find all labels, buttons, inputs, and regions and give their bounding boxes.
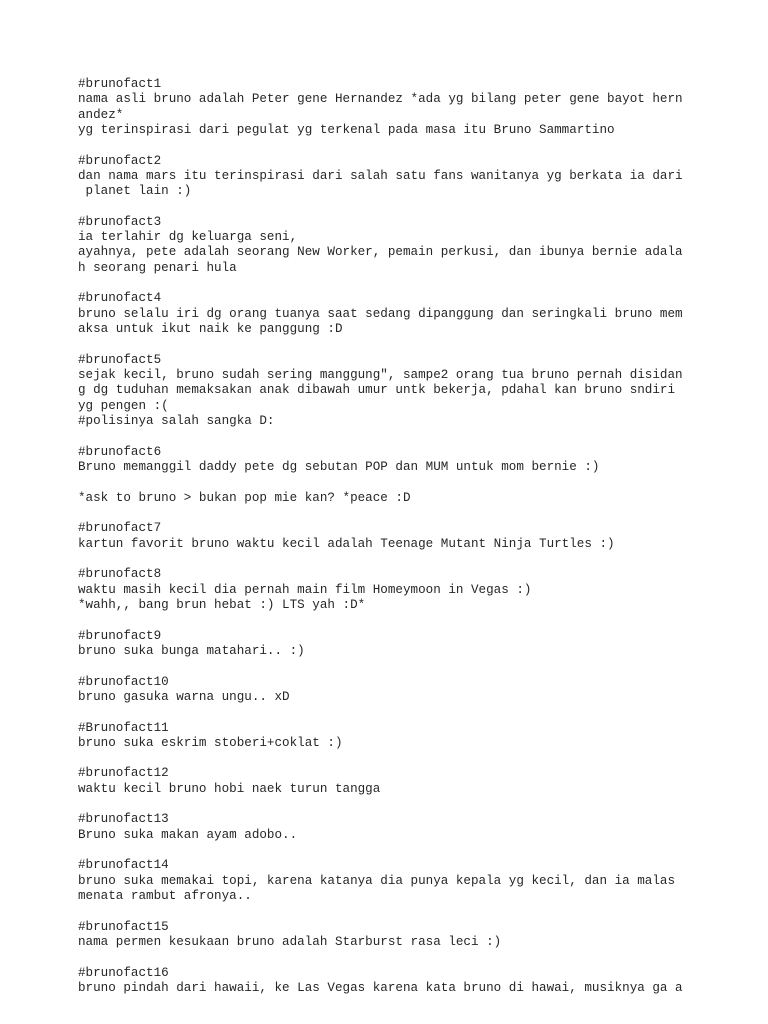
fact-text-line: bruno suka bunga matahari.. :) [78, 643, 305, 658]
fact-heading: #brunofact4 [78, 291, 162, 306]
fact-text-line: dan nama mars itu terinspirasi dari salah satu fans wanitanya yg berkata ia dari [78, 168, 683, 183]
fact-entry [78, 154, 698, 200]
fact-heading: #brunofact12 [78, 766, 169, 781]
fact-entry [78, 858, 698, 904]
fact-heading: #brunofact14 [78, 858, 169, 873]
paragraph-gap [78, 276, 698, 291]
paragraph-gap [78, 475, 698, 490]
fact-text-line: andez* [78, 107, 124, 122]
fact-heading: #brunofact7 [78, 521, 162, 536]
fact-entry [78, 521, 698, 552]
paragraph-gap [78, 552, 698, 567]
fact-text-line: aksa untuk ikut naik ke panggung :D [78, 322, 343, 337]
fact-text-line: #polisinya salah sangka D: [78, 413, 275, 428]
fact-entry [78, 291, 698, 337]
paragraph-gap [78, 751, 698, 766]
document-text [78, 77, 698, 996]
fact-heading: #brunofact5 [78, 352, 162, 367]
fact-heading: #brunofact1 [78, 77, 162, 91]
fact-entry [78, 567, 698, 613]
fact-text-line: yg terinspirasi dari pegulat yg terkenal pada masa itu Bruno Sammartino [78, 122, 615, 137]
fact-text-line: menata rambut afronya.. [78, 889, 252, 904]
fact-text-line: nama asli bruno adalah Peter gene Hernandez *ada yg bilang peter gene bayot hern [78, 92, 683, 107]
fact-heading: #brunofact3 [78, 214, 162, 229]
paragraph-gap [78, 429, 698, 444]
paragraph-gap [78, 199, 698, 214]
fact-text-line: ayahnya, pete adalah seorang New Worker, pemain perkusi, dan ibunya bernie adala [78, 245, 683, 260]
paragraph-gap [78, 613, 698, 628]
fact-heading: #brunofact13 [78, 812, 169, 827]
fact-entry [78, 766, 698, 797]
fact-text-line: bruno selalu iri dg orang tuanya saat sedang dipanggung dan seringkali bruno mem [78, 306, 683, 321]
fact-heading: #brunofact6 [78, 444, 162, 459]
fact-entry [78, 629, 698, 660]
paragraph-gap [78, 797, 698, 812]
fact-text-line: sejak kecil, bruno sudah sering manggung", sampe2 orang tua bruno pernah disidan [78, 368, 683, 383]
fact-text-line: *wahh,, bang brun hebat :) LTS yah :D* [78, 597, 366, 612]
fact-text-line: bruno suka memakai topi, karena katanya dia punya kepala yg kecil, dan ia malas [78, 873, 676, 888]
fact-entry [78, 812, 698, 843]
fact-text-line: *ask to bruno > bukan pop mie kan? *peace :D [78, 490, 411, 505]
fact-entry [78, 675, 698, 706]
fact-entry [78, 966, 698, 997]
fact-text-line: yg pengen :( [78, 398, 169, 413]
paragraph-gap [78, 904, 698, 919]
paragraph-gap [78, 659, 698, 674]
fact-entry [78, 721, 698, 752]
fact-entry [78, 491, 698, 506]
fact-heading: #brunofact9 [78, 628, 162, 643]
fact-text-line: bruno suka eskrim stoberi+coklat :) [78, 735, 343, 750]
fact-text-line: ia terlahir dg keluarga seni, [78, 230, 298, 245]
fact-heading: #brunofact10 [78, 674, 169, 689]
fact-heading: #brunofact8 [78, 567, 162, 582]
fact-text-line: waktu kecil bruno hobi naek turun tangga [78, 781, 381, 796]
paragraph-gap [78, 843, 698, 858]
fact-text-line: planet lain :) [78, 184, 192, 199]
fact-entry [78, 920, 698, 951]
fact-heading: #brunofact2 [78, 153, 162, 168]
fact-text-line: h seorang penari hula [78, 260, 237, 275]
fact-text-line: nama permen kesukaan bruno adalah Starburst rasa leci :) [78, 935, 502, 950]
fact-text-line: Bruno suka makan ayam adobo.. [78, 827, 298, 842]
fact-text-line: kartun favorit bruno waktu kecil adalah Teenage Mutant Ninja Turtles :) [78, 536, 615, 551]
fact-text-line: bruno pindah dari hawaii, ke Las Vegas karena kata bruno di hawai, musiknya ga a [78, 981, 683, 996]
paragraph-gap [78, 337, 698, 352]
paragraph-gap [78, 138, 698, 153]
fact-text-line: g dg tuduhan memaksakan anak dibawah umur untk bekerja, pdahal kan bruno sndiri [78, 383, 676, 398]
fact-heading: #brunofact15 [78, 919, 169, 934]
fact-text-line: waktu masih kecil dia pernah main film Homeymoon in Vegas :) [78, 582, 532, 597]
fact-text-line: bruno gasuka warna ungu.. xD [78, 689, 290, 704]
fact-entry [78, 445, 698, 476]
fact-heading: #brunofact16 [78, 965, 169, 980]
fact-entry [78, 77, 698, 138]
paragraph-gap [78, 705, 698, 720]
fact-text-line: Bruno memanggil daddy pete dg sebutan POP dan MUM untuk mom bernie :) [78, 459, 600, 474]
fact-entry [78, 215, 698, 276]
fact-entry [78, 353, 698, 429]
fact-heading: #Brunofact11 [78, 720, 169, 735]
paragraph-gap [78, 506, 698, 521]
paragraph-gap [78, 950, 698, 965]
